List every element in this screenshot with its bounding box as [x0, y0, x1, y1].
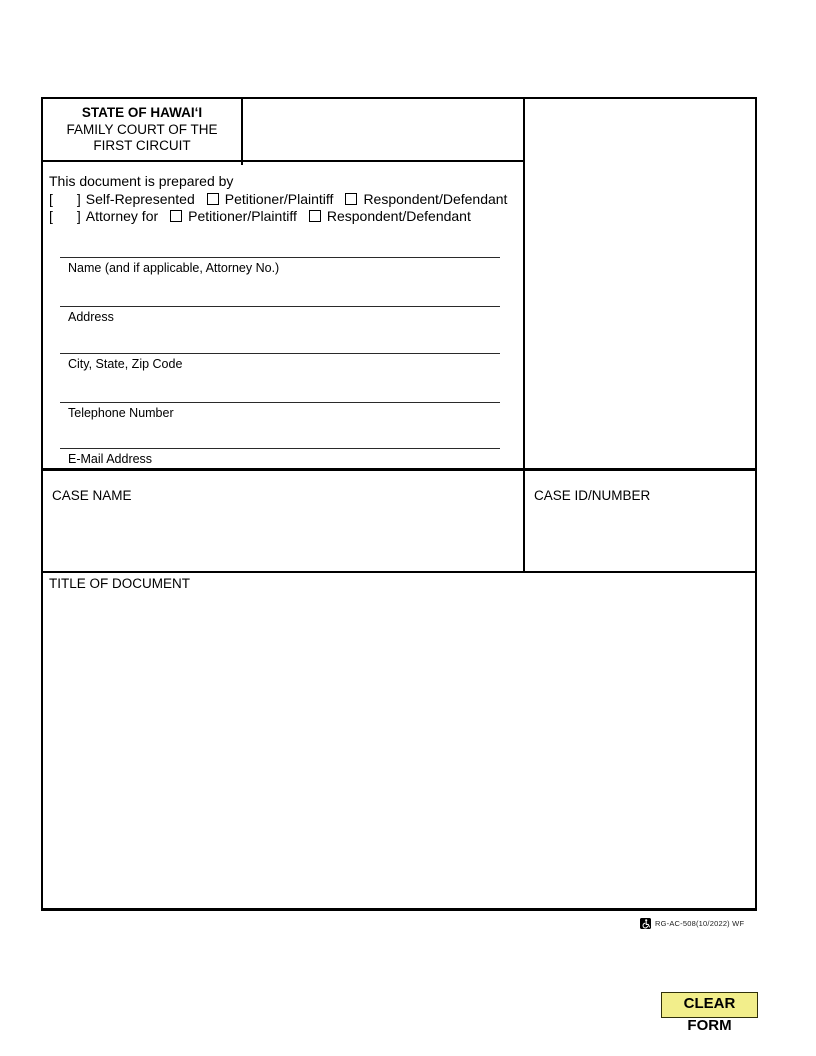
option-label: Respondent/Defendant	[326, 208, 471, 224]
option-label: Respondent/Defendant	[363, 190, 508, 207]
clear-form-button[interactable]: CLEAR FORM	[661, 992, 758, 1018]
case-id-cell[interactable]	[525, 471, 755, 571]
bracket-open: [	[49, 190, 53, 207]
case-name-cell[interactable]	[43, 471, 523, 571]
title-of-document-label: TITLE OF DOCUMENT	[49, 576, 190, 591]
attorney-for-bracket-checkbox[interactable]	[49, 208, 81, 226]
address-field-label: Address	[68, 310, 114, 324]
state-name: STATE OF HAWAI‘I	[81, 105, 203, 120]
prepared-by-row-self-represented	[49, 191, 521, 209]
bracket-open: [	[49, 208, 53, 224]
prepared-by-block	[49, 173, 521, 226]
city-state-zip-input-line[interactable]	[60, 353, 500, 371]
title-of-document-cell[interactable]	[43, 573, 755, 908]
form-number: RG-AC-508(10/2022) WF	[655, 919, 745, 928]
case-name-label: CASE NAME	[52, 488, 132, 503]
city-state-zip-field-label: City, State, Zip Code	[68, 357, 183, 371]
case-id-label: CASE ID/NUMBER	[534, 488, 651, 503]
option-label: Petitioner/Plaintiff	[188, 208, 297, 224]
bracket-close: ]	[76, 208, 81, 224]
address-input-line[interactable]	[60, 306, 500, 324]
attorney-petitioner-checkbox[interactable]	[170, 210, 182, 222]
attorney-respondent-checkbox[interactable]	[309, 210, 321, 222]
self-represented-respondent-checkbox[interactable]	[345, 193, 357, 205]
caption-form-table	[41, 97, 757, 911]
court-name-line1: FAMILY COURT OF THE	[66, 121, 218, 137]
attorney-for-label: Attorney for	[85, 208, 159, 224]
telephone-field-label: Telephone Number	[68, 406, 174, 420]
self-represented-petitioner-checkbox[interactable]	[207, 193, 219, 205]
option-label: Petitioner/Plaintiff	[224, 190, 334, 207]
prepared-by-intro: This document is prepared by	[49, 173, 234, 189]
self-represented-label: Self-Represented	[85, 190, 195, 207]
name-input-line[interactable]	[60, 257, 500, 275]
court-header-cell	[43, 99, 243, 165]
email-input-line[interactable]	[60, 448, 500, 466]
form-footer	[640, 917, 744, 930]
email-field-label: E-Mail Address	[68, 452, 153, 466]
prepared-by-row-attorney	[49, 208, 521, 226]
header-bottom-rule	[43, 160, 523, 162]
self-represented-bracket-checkbox[interactable]	[49, 191, 81, 209]
court-name-line2: FIRST CIRCUIT	[93, 138, 191, 153]
bracket-close: ]	[76, 190, 81, 207]
wheelchair-accessibility-icon	[640, 918, 651, 929]
telephone-input-line[interactable]	[60, 402, 500, 420]
name-field-label: Name (and if applicable, Attorney No.)	[68, 261, 280, 275]
